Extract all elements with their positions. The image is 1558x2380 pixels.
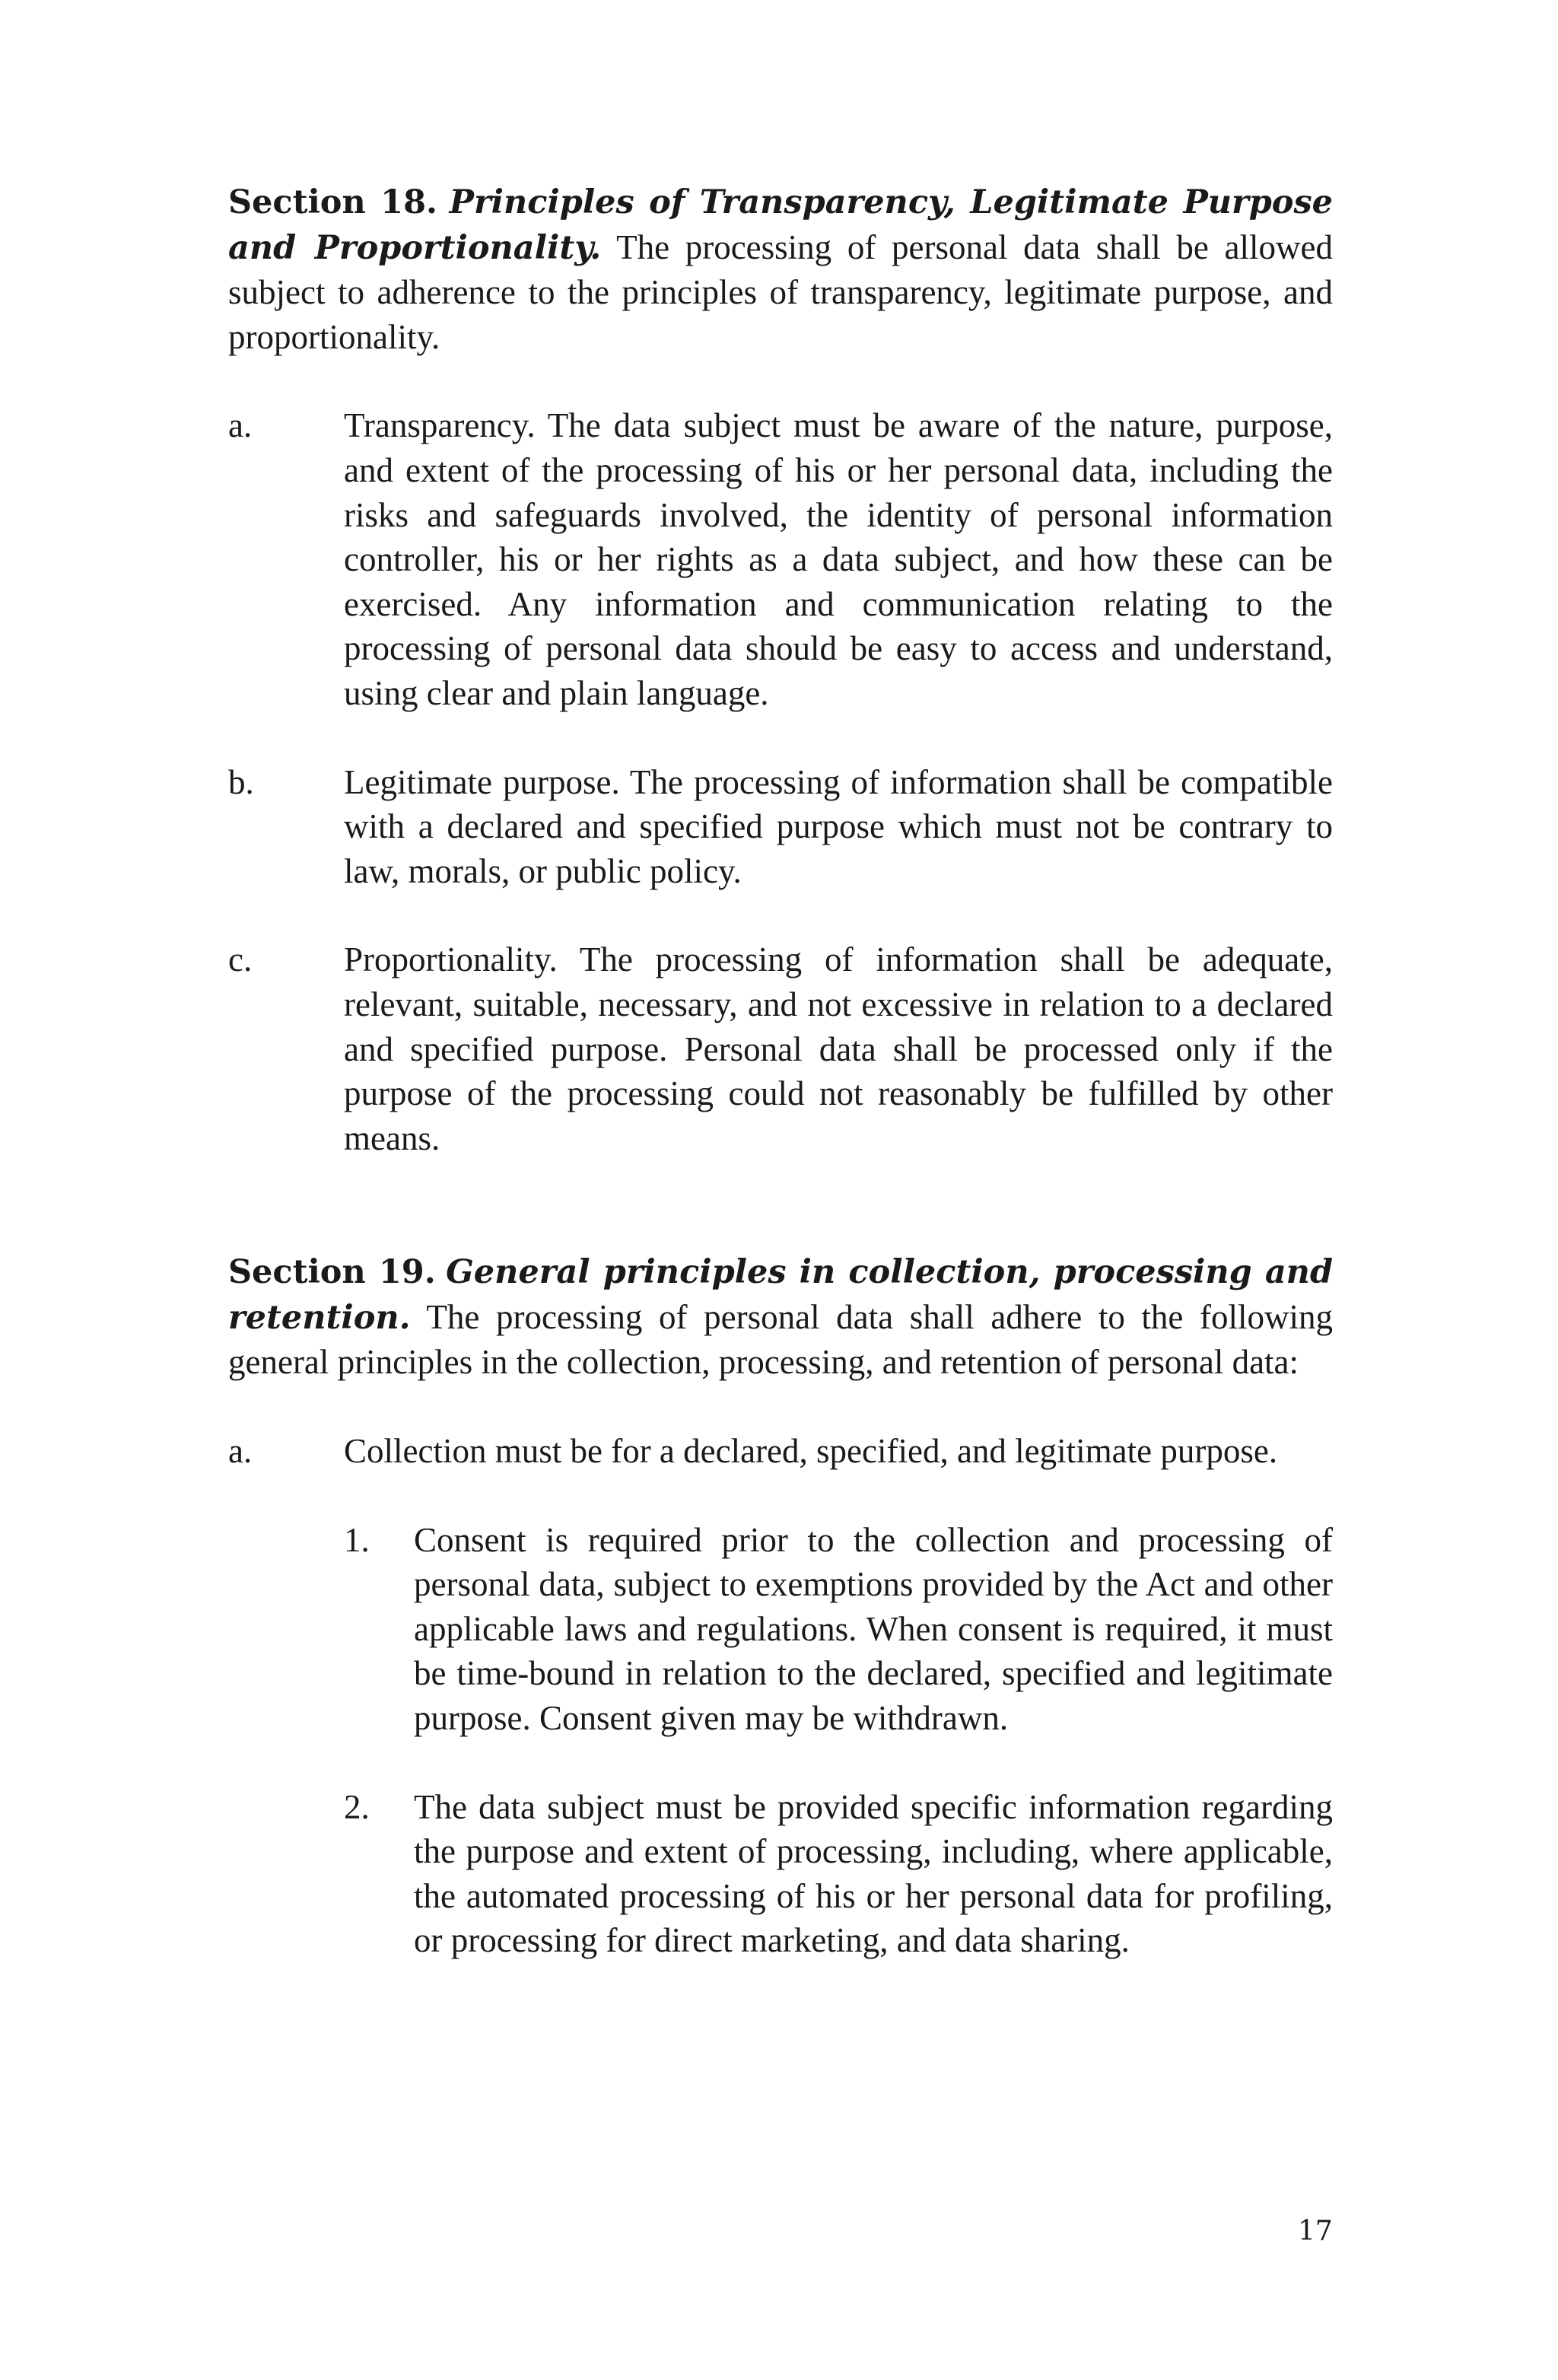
- subitem-text-consent: Consent is required prior to the collection and processing of personal data, subject to exemptions provided by the Act and other applicable laws and regulations. When consent is required, it must be time-bound in relation to the declared, specified and legitimate purpose. Consent given may be withdrawn.: [414, 1520, 1333, 1738]
- subitem-marker: 1.: [344, 1520, 370, 1559]
- item-text-transparency: Transparency. The data subject must be aware of the nature, purpose, and extent of the processing of his or her personal data, including the risks and safeguards involved, the identity of personal information controller, his or her rights as a data subject, and how these can be exercised. Any information and communication relating to the processing of personal data should be easy to access and understand, using clear and plain language.: [344, 406, 1333, 712]
- section-18-item-a: [228, 403, 1333, 715]
- section-19-subitem-2: [344, 1785, 1333, 1963]
- section-19-subitem-1: [344, 1518, 1333, 1741]
- section-19-number: Section 19.: [228, 1253, 436, 1292]
- section-18-item-c: [228, 937, 1333, 1160]
- item-text-collection: Collection must be for a declared, specified, and legitimate purpose.: [344, 1432, 1278, 1471]
- item-marker: c.: [228, 940, 253, 979]
- document-page: [228, 180, 1333, 1963]
- subitem-text-information: The data subject must be provided specific information regarding the purpose and extent of processing, including, where applicable, the automated processing of his or her personal data for profiling, or processing for direct marketing, and data sharing.: [414, 1787, 1333, 1960]
- item-text-legitimate-purpose: Legitimate purpose. The processing of information shall be compatible with a declared and specified purpose which must not be contrary to law, morals, or public policy.: [344, 762, 1333, 890]
- section-19-item-a: [228, 1429, 1333, 1474]
- section-19-paragraph: [228, 1249, 1333, 1385]
- item-marker: a.: [228, 406, 253, 445]
- item-marker: b.: [228, 762, 254, 801]
- item-marker: a.: [228, 1432, 253, 1471]
- section-18-title: Principles of Transparency, Legitimate Purpose and Proportionality.: [228, 183, 1334, 267]
- section-18-paragraph: [228, 180, 1333, 359]
- section-18-item-b: [228, 760, 1333, 894]
- section-18-body: The processing of personal data shall be allowed subject to adherence to the principles of transparency, legitimate purpose, and proportionality.: [228, 228, 1333, 356]
- page-number: 17: [1298, 2216, 1333, 2247]
- section-19-body: The processing of personal data shall adhere to the following general principles in the collection, processing, and retention of personal data:: [228, 1297, 1333, 1382]
- section-18-number: Section 18.: [228, 183, 437, 221]
- section-19-title: General principles in collection, processing and retention.: [228, 1253, 1334, 1337]
- subitem-marker: 2.: [344, 1787, 370, 1826]
- item-text-proportionality: Proportionality. The processing of information shall be adequate, relevant, suitable, necessary, and not excessive in relation to a declared and specified purpose. Personal data shall be processed only if the purpose of the processing could not reasonably be fulfilled by other means.: [344, 940, 1333, 1157]
